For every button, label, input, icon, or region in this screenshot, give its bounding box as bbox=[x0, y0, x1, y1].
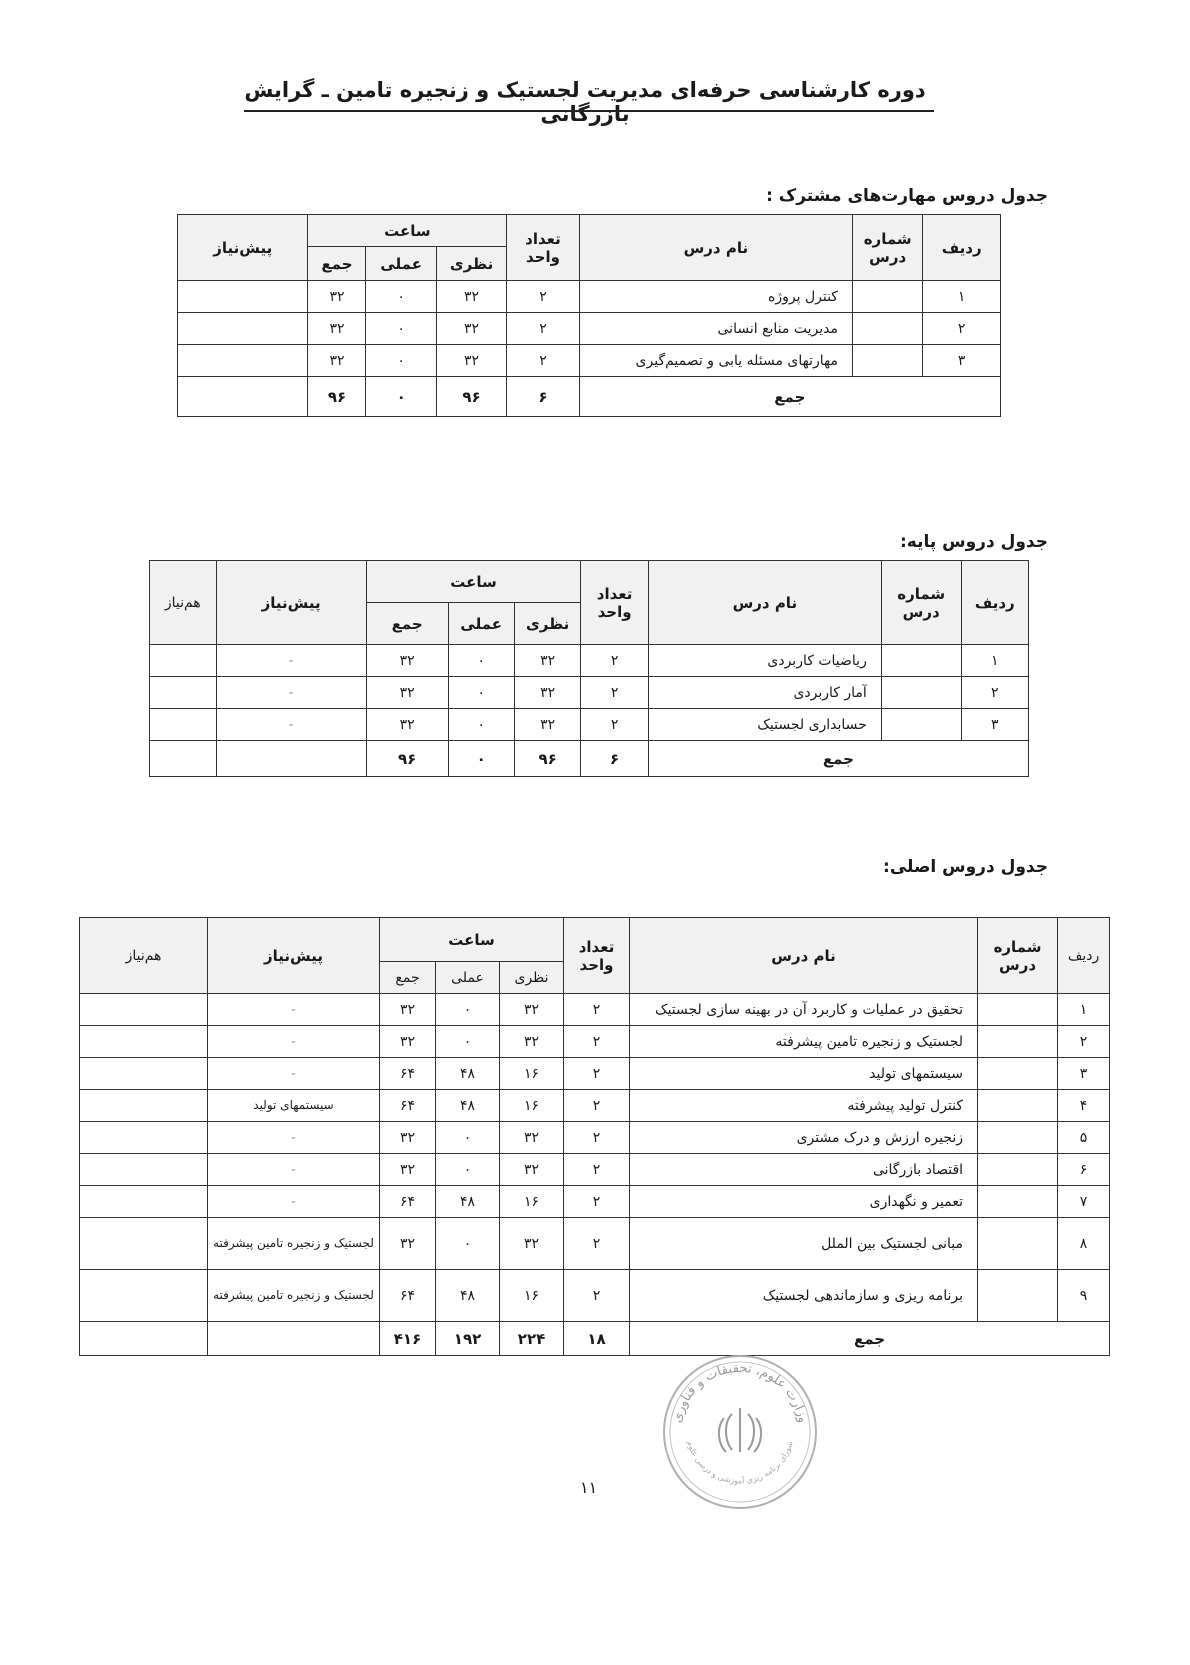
cell-total: ۳۲ bbox=[380, 1154, 436, 1186]
cell-prereq: سیستمهای تولید bbox=[208, 1090, 380, 1122]
cell-prereq bbox=[178, 345, 308, 377]
cell-code bbox=[852, 281, 922, 313]
table-row bbox=[80, 1058, 1110, 1090]
th-hours: ساعت bbox=[366, 561, 581, 603]
cell-units: ۲ bbox=[507, 281, 579, 313]
table1 bbox=[177, 214, 1001, 417]
cell-practical: ۰ bbox=[448, 645, 514, 677]
cell-row: ۷ bbox=[1058, 1186, 1110, 1218]
cell-practical: ۴۸ bbox=[436, 1090, 500, 1122]
title-underline bbox=[244, 110, 934, 112]
cell-row: ۶ bbox=[1058, 1154, 1110, 1186]
cell-row: ۵ bbox=[1058, 1122, 1110, 1154]
th-hours: ساعت bbox=[308, 215, 507, 247]
th-row: ردیف bbox=[961, 561, 1028, 645]
cell-name: حسابداری لجستیک bbox=[648, 709, 881, 741]
cell-coreq bbox=[80, 1186, 208, 1218]
th-name: نام درس bbox=[630, 918, 978, 994]
table-row bbox=[80, 1090, 1110, 1122]
cell-name: آمار کاربردی bbox=[648, 677, 881, 709]
cell-name: تعمیر و نگهداری bbox=[630, 1186, 978, 1218]
cell-theory: ۳۲ bbox=[514, 709, 580, 741]
seal-inner-text: شورای برنامه ریزی آموزشی و درسی علوم bbox=[685, 1439, 795, 1486]
cell-coreq bbox=[80, 1058, 208, 1090]
total-theory: ۹۶ bbox=[514, 741, 580, 777]
cell-name: مهارتهای مسئله یابی و تصمیم‌گیری bbox=[579, 345, 852, 377]
cell-practical: ۰ bbox=[436, 994, 500, 1026]
cell-practical: ۰ bbox=[436, 1218, 500, 1270]
cell-units: ۲ bbox=[564, 1270, 630, 1322]
total-row bbox=[150, 741, 1029, 777]
cell-name: زنجیره ارزش و درک مشتری bbox=[630, 1122, 978, 1154]
th-theory: نظری bbox=[436, 247, 506, 281]
cell-name: تحقیق در عملیات و کاربرد آن در بهینه سازی لجستیک bbox=[630, 994, 978, 1026]
cell-total: ۶۴ bbox=[380, 1090, 436, 1122]
table-row bbox=[178, 345, 1001, 377]
total-coreq bbox=[150, 741, 217, 777]
th-course-no: شماره درس bbox=[852, 215, 922, 281]
seal-outer-text: وزارت علوم، تحقیقات و فناوری bbox=[669, 1360, 811, 1425]
th-coreq: هم‌نیاز bbox=[150, 561, 217, 645]
total-units: ۱۸ bbox=[564, 1322, 630, 1356]
cell-name: ریاضیات کاربردی bbox=[648, 645, 881, 677]
cell-units: ۲ bbox=[507, 345, 579, 377]
cell-total: ۳۲ bbox=[380, 1026, 436, 1058]
table-row bbox=[80, 1218, 1110, 1270]
cell-units: ۲ bbox=[564, 1122, 630, 1154]
cell-units: ۲ bbox=[564, 1218, 630, 1270]
cell-prereq: لجستیک و زنجیره تامین پیشرفته bbox=[208, 1270, 380, 1322]
cell-name: برنامه ریزی و سازماندهی لجستیک bbox=[630, 1270, 978, 1322]
table-row bbox=[80, 1122, 1110, 1154]
cell-coreq bbox=[80, 1090, 208, 1122]
cell-units: ۲ bbox=[564, 1026, 630, 1058]
cell-practical: ۴۸ bbox=[436, 1058, 500, 1090]
cell-units: ۲ bbox=[564, 1186, 630, 1218]
th-total: جمع bbox=[366, 603, 448, 645]
cell-code bbox=[881, 709, 961, 741]
th-row: ردیف bbox=[1058, 918, 1110, 994]
emblem-icon bbox=[719, 1408, 761, 1452]
cell-code bbox=[978, 1218, 1058, 1270]
cell-practical: ۰ bbox=[366, 281, 436, 313]
cell-code bbox=[852, 345, 922, 377]
cell-practical: ۴۸ bbox=[436, 1270, 500, 1322]
cell-total: ۳۲ bbox=[308, 313, 366, 345]
table-row bbox=[178, 281, 1001, 313]
cell-prereq: - bbox=[208, 994, 380, 1026]
cell-name: کنترل تولید پیشرفته bbox=[630, 1090, 978, 1122]
cell-practical: ۰ bbox=[448, 709, 514, 741]
th-course-no: شماره درس bbox=[881, 561, 961, 645]
cell-practical: ۰ bbox=[436, 1026, 500, 1058]
cell-row: ۳ bbox=[1058, 1058, 1110, 1090]
total-practical: ۰ bbox=[366, 377, 436, 417]
ministry-seal bbox=[660, 1352, 820, 1512]
cell-code bbox=[881, 677, 961, 709]
cell-theory: ۳۲ bbox=[514, 645, 580, 677]
cell-theory: ۱۶ bbox=[500, 1186, 564, 1218]
total-theory: ۲۲۴ bbox=[500, 1322, 564, 1356]
cell-row: ۳ bbox=[923, 345, 1001, 377]
cell-prereq: - bbox=[216, 645, 366, 677]
cell-coreq bbox=[80, 1026, 208, 1058]
cell-theory: ۱۶ bbox=[500, 1090, 564, 1122]
cell-prereq: - bbox=[208, 1058, 380, 1090]
cell-code bbox=[978, 1026, 1058, 1058]
cell-coreq bbox=[80, 1270, 208, 1322]
cell-row: ۲ bbox=[923, 313, 1001, 345]
total-label: جمع bbox=[630, 1322, 1110, 1356]
th-prereq: پیش‌نیاز bbox=[216, 561, 366, 645]
cell-row: ۱ bbox=[961, 645, 1028, 677]
cell-code bbox=[978, 1058, 1058, 1090]
th-name: نام درس bbox=[579, 215, 852, 281]
cell-coreq bbox=[80, 994, 208, 1026]
cell-theory: ۳۲ bbox=[500, 1122, 564, 1154]
table-row bbox=[150, 677, 1029, 709]
total-practical: ۰ bbox=[448, 741, 514, 777]
total-prereq bbox=[178, 377, 308, 417]
total-practical: ۱۹۲ bbox=[436, 1322, 500, 1356]
cell-code bbox=[978, 1270, 1058, 1322]
table-row bbox=[150, 709, 1029, 741]
cell-prereq: - bbox=[216, 677, 366, 709]
cell-total: ۳۲ bbox=[380, 1122, 436, 1154]
total-row bbox=[178, 377, 1001, 417]
cell-theory: ۳۲ bbox=[436, 345, 506, 377]
cell-prereq bbox=[178, 313, 308, 345]
cell-prereq: - bbox=[208, 1026, 380, 1058]
cell-theory: ۳۲ bbox=[436, 313, 506, 345]
cell-row: ۱ bbox=[923, 281, 1001, 313]
cell-prereq: - bbox=[208, 1186, 380, 1218]
cell-practical: ۰ bbox=[448, 677, 514, 709]
total-label: جمع bbox=[648, 741, 1028, 777]
cell-coreq bbox=[80, 1154, 208, 1186]
page-title: دوره کارشناسی حرفه‌ای مدیریت لجستیک و زنجیره تامین ـ گرایش بازرگانی bbox=[244, 78, 926, 126]
cell-total: ۳۲ bbox=[366, 677, 448, 709]
th-hours: ساعت bbox=[380, 918, 564, 962]
cell-total: ۳۲ bbox=[308, 345, 366, 377]
cell-units: ۲ bbox=[564, 1058, 630, 1090]
cell-name: مبانی لجستیک بین الملل bbox=[630, 1218, 978, 1270]
total-row bbox=[80, 1322, 1110, 1356]
cell-row: ۴ bbox=[1058, 1090, 1110, 1122]
cell-coreq bbox=[150, 677, 217, 709]
th-coreq: هم‌نیاز bbox=[80, 918, 208, 994]
th-prereq: پیش‌نیاز bbox=[208, 918, 380, 994]
cell-total: ۳۲ bbox=[308, 281, 366, 313]
cell-theory: ۳۲ bbox=[500, 1218, 564, 1270]
table3 bbox=[79, 917, 1110, 1356]
total-prereq bbox=[208, 1322, 380, 1356]
cell-code bbox=[978, 1122, 1058, 1154]
cell-coreq bbox=[150, 645, 217, 677]
cell-row: ۲ bbox=[1058, 1026, 1110, 1058]
cell-total: ۶۴ bbox=[380, 1270, 436, 1322]
table-row bbox=[80, 994, 1110, 1026]
cell-practical: ۴۸ bbox=[436, 1186, 500, 1218]
cell-prereq: - bbox=[208, 1154, 380, 1186]
th-practical: عملی bbox=[448, 603, 514, 645]
th-name: نام درس bbox=[648, 561, 881, 645]
cell-prereq: لجستیک و زنجیره تامین پیشرفته bbox=[208, 1218, 380, 1270]
th-practical: عملی bbox=[366, 247, 436, 281]
th-units: تعداد واحد bbox=[581, 561, 648, 645]
cell-units: ۲ bbox=[581, 677, 648, 709]
cell-units: ۲ bbox=[564, 994, 630, 1026]
cell-name: اقتصاد بازرگانی bbox=[630, 1154, 978, 1186]
cell-total: ۶۴ bbox=[380, 1186, 436, 1218]
cell-theory: ۳۲ bbox=[514, 677, 580, 709]
cell-coreq bbox=[80, 1122, 208, 1154]
cell-prereq: - bbox=[208, 1122, 380, 1154]
cell-total: ۳۲ bbox=[380, 1218, 436, 1270]
total-label: جمع bbox=[579, 377, 1000, 417]
th-prereq: پیش‌نیاز bbox=[178, 215, 308, 281]
total-theory: ۹۶ bbox=[436, 377, 506, 417]
cell-coreq bbox=[150, 709, 217, 741]
total-prereq bbox=[216, 741, 366, 777]
table-row bbox=[150, 645, 1029, 677]
cell-code bbox=[978, 1090, 1058, 1122]
cell-theory: ۳۲ bbox=[436, 281, 506, 313]
total-units: ۶ bbox=[581, 741, 648, 777]
total-total: ۹۶ bbox=[366, 741, 448, 777]
cell-code bbox=[978, 1186, 1058, 1218]
table2-caption: جدول دروس پایه: bbox=[899, 532, 1048, 552]
cell-total: ۶۴ bbox=[380, 1058, 436, 1090]
cell-units: ۲ bbox=[507, 313, 579, 345]
cell-prereq: - bbox=[216, 709, 366, 741]
cell-row: ۸ bbox=[1058, 1218, 1110, 1270]
table-row bbox=[80, 1026, 1110, 1058]
th-theory: نظری bbox=[500, 962, 564, 994]
cell-theory: ۳۲ bbox=[500, 994, 564, 1026]
th-row: ردیف bbox=[923, 215, 1001, 281]
cell-theory: ۳۲ bbox=[500, 1154, 564, 1186]
cell-practical: ۰ bbox=[366, 345, 436, 377]
cell-total: ۳۲ bbox=[380, 994, 436, 1026]
cell-units: ۲ bbox=[581, 709, 648, 741]
cell-name: سیستمهای تولید bbox=[630, 1058, 978, 1090]
table1-caption: جدول دروس مهارت‌های مشترک : bbox=[766, 186, 1048, 206]
cell-code bbox=[978, 994, 1058, 1026]
total-coreq bbox=[80, 1322, 208, 1356]
th-total: جمع bbox=[308, 247, 366, 281]
total-total: ۹۶ bbox=[308, 377, 366, 417]
cell-code bbox=[978, 1154, 1058, 1186]
cell-units: ۲ bbox=[564, 1154, 630, 1186]
total-total: ۴۱۶ bbox=[380, 1322, 436, 1356]
cell-code bbox=[881, 645, 961, 677]
cell-name: مدیریت منابع انسانی bbox=[579, 313, 852, 345]
cell-theory: ۱۶ bbox=[500, 1058, 564, 1090]
cell-coreq bbox=[80, 1218, 208, 1270]
table-row bbox=[80, 1186, 1110, 1218]
cell-code bbox=[852, 313, 922, 345]
cell-total: ۳۲ bbox=[366, 645, 448, 677]
cell-practical: ۰ bbox=[436, 1154, 500, 1186]
cell-practical: ۰ bbox=[436, 1122, 500, 1154]
th-total: جمع bbox=[380, 962, 436, 994]
cell-name: لجستیک و زنجیره تامین پیشرفته bbox=[630, 1026, 978, 1058]
cell-theory: ۳۲ bbox=[500, 1026, 564, 1058]
cell-units: ۲ bbox=[581, 645, 648, 677]
total-units: ۶ bbox=[507, 377, 579, 417]
table3-caption: جدول دروس اصلی: bbox=[883, 857, 1048, 877]
page-number: ۱۱ bbox=[580, 1478, 598, 1497]
cell-total: ۳۲ bbox=[366, 709, 448, 741]
cell-practical: ۰ bbox=[366, 313, 436, 345]
cell-name: کنترل پروژه bbox=[579, 281, 852, 313]
th-practical: عملی bbox=[436, 962, 500, 994]
th-units: تعداد واحد bbox=[507, 215, 579, 281]
cell-prereq bbox=[178, 281, 308, 313]
table-row bbox=[80, 1270, 1110, 1322]
cell-row: ۳ bbox=[961, 709, 1028, 741]
table-row bbox=[178, 313, 1001, 345]
cell-row: ۱ bbox=[1058, 994, 1110, 1026]
th-units: تعداد واحد bbox=[564, 918, 630, 994]
cell-theory: ۱۶ bbox=[500, 1270, 564, 1322]
cell-row: ۲ bbox=[961, 677, 1028, 709]
table2 bbox=[149, 560, 1029, 777]
table-row bbox=[80, 1154, 1110, 1186]
cell-row: ۹ bbox=[1058, 1270, 1110, 1322]
th-theory: نظری bbox=[514, 603, 580, 645]
th-course-no: شماره درس bbox=[978, 918, 1058, 994]
cell-units: ۲ bbox=[564, 1090, 630, 1122]
